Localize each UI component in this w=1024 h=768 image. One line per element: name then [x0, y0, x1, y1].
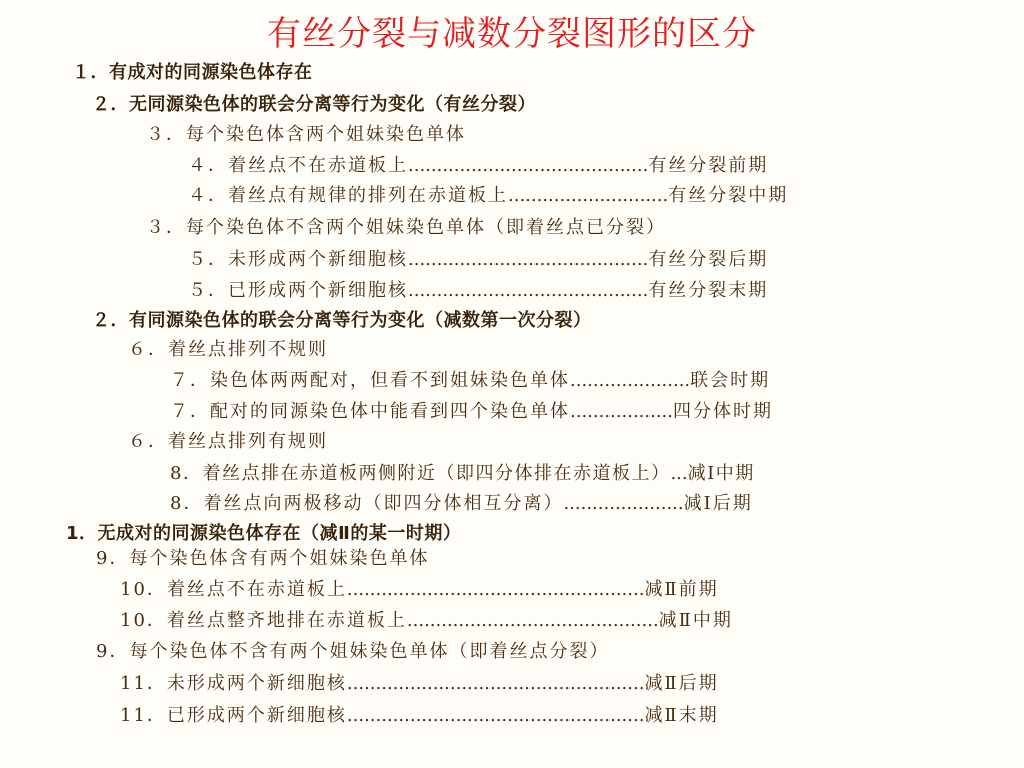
- row-text: ４．着丝点有规律的排列在赤道板上: [188, 185, 508, 206]
- key-row: [170, 492, 753, 516]
- key-row: [188, 279, 768, 303]
- row-text: ７．配对的同源染色体中能看到四个染色单体: [170, 401, 570, 422]
- row-text: 9．每个染色体含有两个姐妹染色单体: [96, 548, 430, 569]
- stage-result: 减Ⅱ末期: [644, 705, 719, 726]
- key-row: [92, 309, 592, 333]
- dot-leader: ....................................................: [346, 673, 645, 694]
- row-text: 10．着丝点不在赤道板上: [120, 579, 347, 600]
- row-text: ７．染色体两两配对，但看不到姐妹染色单体: [170, 370, 570, 391]
- dot-leader: ....................................................: [346, 579, 645, 600]
- row-text: ６．着丝点排列不规则: [128, 339, 328, 360]
- dot-leader: .....................: [563, 493, 684, 514]
- dot-leader: ..........................................: [408, 155, 649, 176]
- key-row: [146, 123, 466, 147]
- key-row: [188, 248, 768, 272]
- stage-result: 减Ⅰ后期: [683, 493, 753, 514]
- key-row: [92, 93, 536, 117]
- row-text: 1．无成对的同源染色体存在（减Ⅱ的某一时期）: [66, 523, 462, 544]
- row-text: 11．已形成两个新细胞核: [120, 705, 347, 726]
- dot-leader: .....................: [570, 370, 691, 391]
- stage-result: 联会时期: [690, 370, 771, 391]
- key-row: [188, 184, 788, 208]
- row-text: ５．已形成两个新细胞核: [188, 280, 408, 301]
- row-text: ３．每个染色体不含两个姐妹染色单体（即着丝点已分裂）: [146, 217, 666, 238]
- row-text: ５．未形成两个新细胞核: [188, 249, 408, 270]
- key-row: [96, 547, 429, 571]
- stage-result: 减Ⅱ后期: [644, 673, 719, 694]
- slide-title: 有丝分裂与减数分裂图形的区分: [267, 14, 757, 54]
- stage-result: 有丝分裂末期: [648, 280, 769, 301]
- dot-leader: ..........................................: [408, 280, 649, 301]
- stage-result: 有丝分裂中期: [668, 185, 789, 206]
- dot-leader: ....................................................: [346, 705, 645, 726]
- stage-result: 减Ⅱ前期: [644, 579, 719, 600]
- key-row: [120, 609, 733, 633]
- key-row: [120, 578, 719, 602]
- row-text: 8．着丝点向两极移动（即四分体相互分离）: [170, 493, 564, 514]
- key-row: [188, 154, 768, 178]
- dot-leader: ............................: [508, 185, 669, 206]
- stage-result: 有丝分裂前期: [648, 155, 769, 176]
- stage-result: 减Ⅰ中期: [687, 463, 755, 484]
- key-row: [170, 462, 755, 486]
- row-text: 8．着丝点排在赤道板两侧附近（即四分体排在赤道板上）: [170, 463, 671, 484]
- key-row: [120, 704, 719, 728]
- stage-result: 减Ⅱ中期: [658, 610, 733, 631]
- key-row: [96, 640, 609, 664]
- dot-leader: ..................: [570, 401, 673, 422]
- key-row: [170, 369, 770, 393]
- key-row: [66, 522, 461, 546]
- key-row: [128, 338, 328, 362]
- row-text: １．有成对的同源染色体存在: [72, 62, 313, 83]
- row-text: ２．无同源染色体的联会分离等行为变化（有丝分裂）: [92, 94, 536, 115]
- row-text: ６．着丝点排列有规则: [128, 431, 328, 452]
- row-text: ２．有同源染色体的联会分离等行为变化（减数第一次分裂）: [92, 310, 592, 331]
- row-text: 10．着丝点整齐地排在赤道板上: [120, 610, 407, 631]
- key-row: [72, 61, 313, 85]
- stage-result: 有丝分裂后期: [648, 249, 769, 270]
- dot-leader: ...: [670, 463, 688, 484]
- key-row: [170, 400, 773, 424]
- key-row: [120, 672, 719, 696]
- key-row: [128, 430, 328, 454]
- dot-leader: ..........................................: [408, 249, 649, 270]
- dot-leader: ............................................: [406, 610, 659, 631]
- key-row: [146, 216, 666, 240]
- row-text: ３．每个染色体含两个姐妹染色单体: [146, 124, 466, 145]
- row-text: ４．着丝点不在赤道板上: [188, 155, 408, 176]
- row-text: 9．每个染色体不含有两个姐妹染色单体（即着丝点分裂）: [96, 641, 610, 662]
- row-text: 11．未形成两个新细胞核: [120, 673, 347, 694]
- stage-result: 四分体时期: [673, 401, 773, 422]
